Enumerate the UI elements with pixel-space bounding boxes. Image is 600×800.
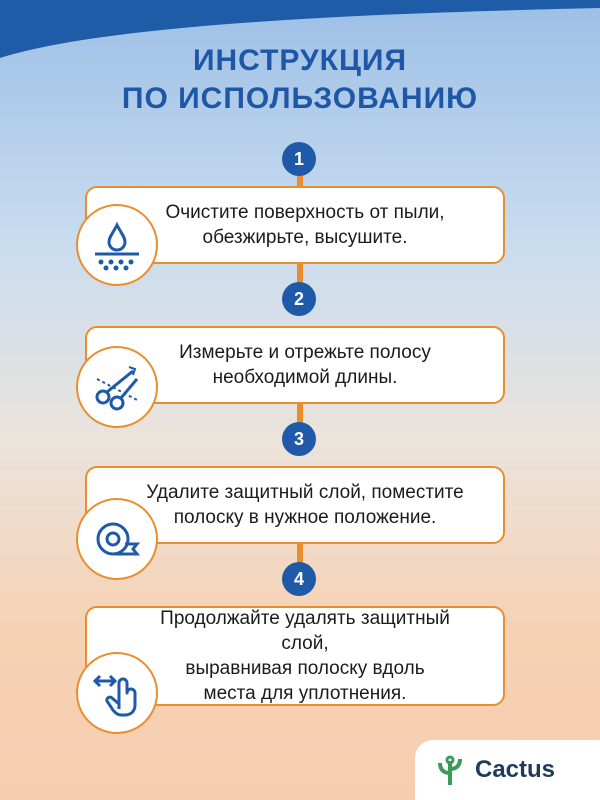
title-line-2: ПО ИСПОЛЬЗОВАНИЮ [121,82,479,115]
hand-swipe-icon [76,652,158,734]
step-2-text-line-1: Измерьте и отрежьте полосу [179,342,431,363]
brand-logo [415,740,600,800]
connector-2-3 [297,402,303,424]
step-2-text-line-2: необходимой длины. [212,367,398,388]
title-line-1: ИНСТРУКЦИЯ [192,44,408,77]
step-3-text-line-1: Удалите защитный слой, поместите [146,482,464,503]
step-4-text-line-3: места для уплотнения. [203,683,407,704]
step-4-text-line-2: выравнивая полоску вдоль [185,658,425,679]
step-number-2: 2 [282,282,316,316]
tape-roll-icon [76,498,158,580]
step-4-text-line-1: Продолжайте удалять защитный слой, [160,608,450,654]
water-drop-surface-icon [76,204,158,286]
connector-1-2 [297,262,303,284]
step-1-text-line-1: Очистите поверхность от пыли, [165,202,445,223]
page-title [0,42,600,118]
connector-3-4 [297,542,303,564]
cactus-logo-icon [433,753,467,787]
step-3-text-line-2: полоску в нужное положение. [173,507,437,528]
step-number-1: 1 [282,142,316,176]
scissors-cutting-icon [76,346,158,428]
logo-text: Cactus [475,756,556,783]
step-number-3: 3 [282,422,316,456]
step-1-text-line-2: обезжирьте, высушите. [202,227,408,248]
step-number-4: 4 [282,562,316,596]
